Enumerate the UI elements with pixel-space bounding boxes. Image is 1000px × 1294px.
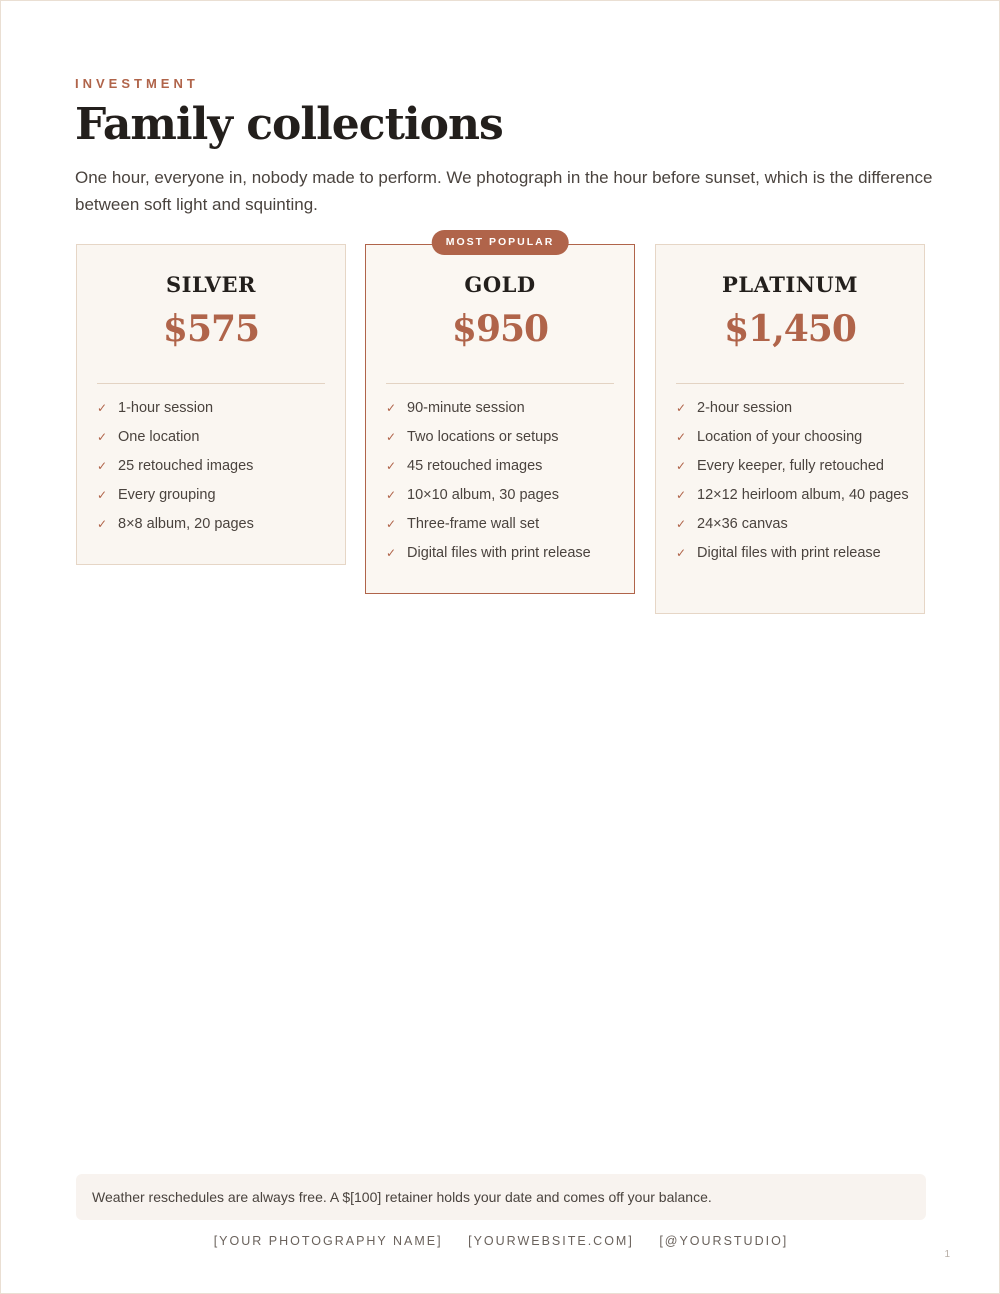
feature-item [676, 426, 910, 448]
feature-text: 90-minute session [407, 400, 525, 416]
retainer-note: Weather reschedules are always free. A $[100] retainer holds your date and comes off your balance. [76, 1174, 926, 1220]
divider [97, 383, 325, 384]
feature-text: Three-frame wall set [407, 516, 540, 532]
feature-item [97, 397, 331, 419]
package-card-platinum [655, 244, 925, 614]
page-title: Family collections [75, 99, 503, 150]
feature-item [97, 484, 331, 506]
feature-text: 24×36 canvas [697, 516, 788, 532]
check-icon: ✓ [97, 517, 108, 531]
section-eyebrow: INVESTMENT [75, 76, 199, 91]
check-icon: ✓ [97, 430, 108, 444]
feature-text: Digital files with print release [697, 545, 881, 561]
footer-contact [1, 1234, 1000, 1248]
feature-item [97, 426, 331, 448]
feature-item [386, 484, 620, 506]
feature-item [676, 513, 910, 535]
feature-text: Every grouping [118, 487, 216, 503]
package-price: $575 [162, 308, 260, 350]
check-icon: ✓ [676, 488, 687, 502]
check-icon: ✓ [386, 430, 397, 444]
feature-item [97, 455, 331, 477]
feature-item [97, 513, 331, 535]
check-icon: ✓ [386, 459, 397, 473]
page-number: 1 [944, 1249, 950, 1260]
feature-list [97, 397, 331, 542]
feature-list [676, 397, 910, 571]
feature-item [386, 542, 620, 564]
feature-text: One location [118, 429, 200, 445]
package-price: $950 [451, 308, 549, 350]
package-name: GOLD [464, 272, 536, 297]
most-popular-badge: MOST POPULAR [432, 230, 569, 255]
footer-studio-name: [YOUR PHOTOGRAPHY NAME] [213, 1234, 443, 1248]
feature-text: 25 retouched images [118, 458, 254, 474]
package-cards [76, 236, 926, 624]
check-icon: ✓ [386, 546, 397, 560]
feature-text: Location of your choosing [697, 429, 863, 445]
intro-paragraph: One hour, everyone in, nobody made to perform. We photograph in the hour before sunset, which is the difference between soft light and squinting. [75, 168, 933, 214]
feature-item [386, 513, 620, 535]
footer-website: [YOURWEBSITE.COM] [468, 1234, 634, 1248]
feature-text: 45 retouched images [407, 458, 543, 474]
check-icon: ✓ [676, 401, 687, 415]
feature-item [386, 455, 620, 477]
feature-item [676, 542, 910, 564]
check-icon: ✓ [676, 459, 687, 473]
package-price: $1,450 [724, 308, 856, 350]
feature-item [386, 397, 620, 419]
package-card-gold [365, 236, 635, 594]
check-icon: ✓ [676, 546, 687, 560]
feature-text: 10×10 album, 30 pages [407, 487, 559, 503]
feature-text: 12×12 heirloom album, 40 pages [697, 487, 909, 503]
feature-text: Digital files with print release [407, 545, 591, 561]
feature-item [676, 455, 910, 477]
check-icon: ✓ [97, 401, 108, 415]
feature-item [676, 397, 910, 419]
feature-item [676, 484, 910, 506]
check-icon: ✓ [386, 517, 397, 531]
feature-list [386, 397, 620, 571]
divider [386, 383, 614, 384]
check-icon: ✓ [97, 459, 108, 473]
check-icon: ✓ [97, 488, 108, 502]
footer-handle: [@YOURSTUDIO] [659, 1234, 789, 1248]
check-icon: ✓ [386, 401, 397, 415]
feature-text: 1-hour session [118, 400, 214, 416]
feature-text: Two locations or setups [407, 429, 559, 445]
feature-text: 2-hour session [697, 400, 793, 416]
check-icon: ✓ [676, 517, 687, 531]
check-icon: ✓ [386, 488, 397, 502]
package-name: PLATINUM [722, 272, 858, 297]
package-name: SILVER [165, 272, 256, 297]
check-icon: ✓ [676, 430, 687, 444]
feature-text: 8×8 album, 20 pages [118, 516, 254, 532]
feature-text: Every keeper, fully retouched [697, 458, 884, 474]
divider [676, 383, 904, 384]
feature-item [386, 426, 620, 448]
package-card-silver [76, 244, 346, 565]
